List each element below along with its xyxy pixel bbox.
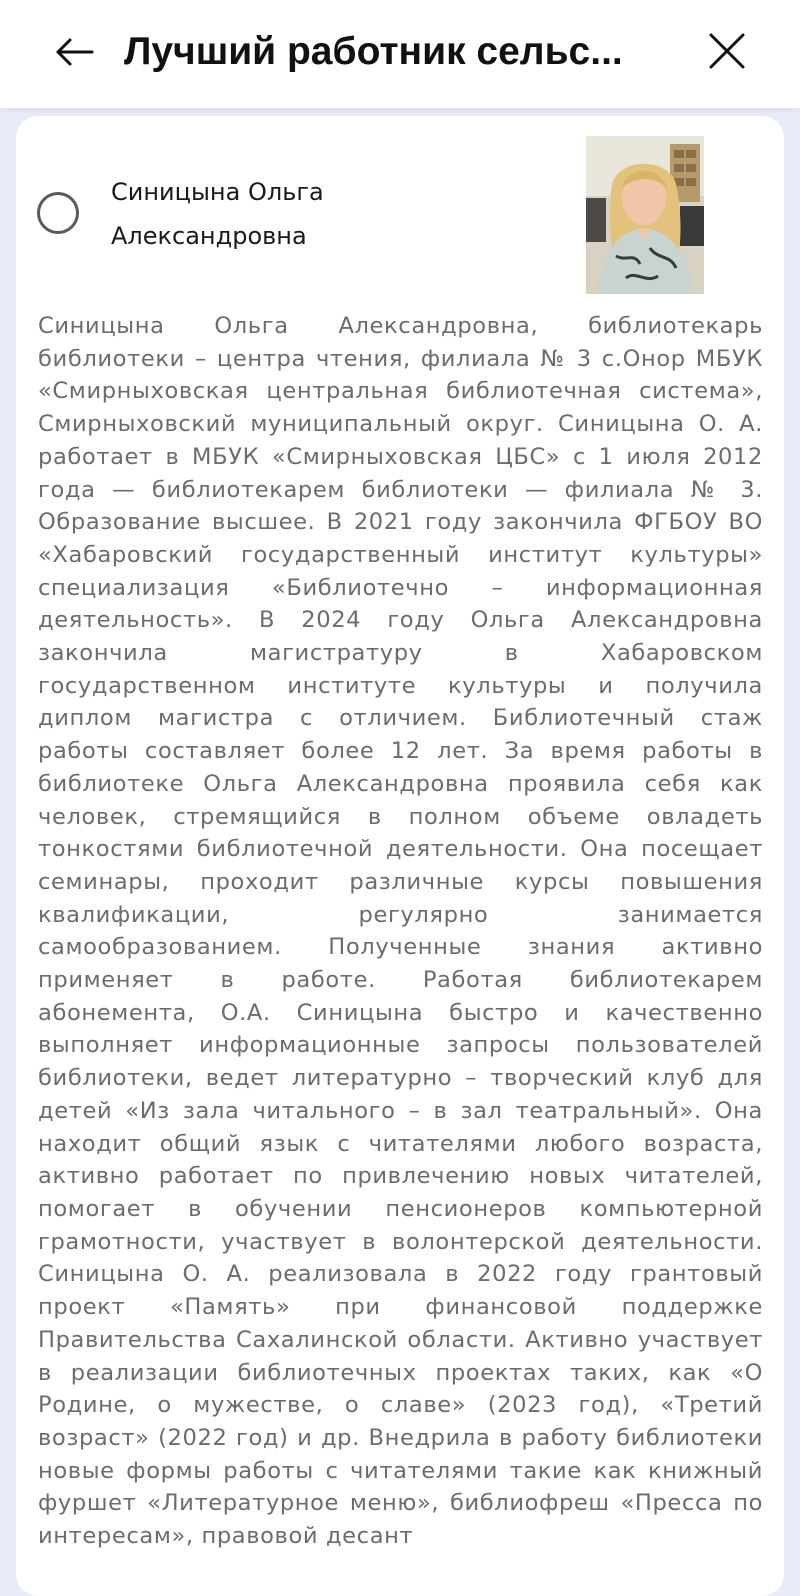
close-icon [707,31,747,71]
back-button[interactable] [50,30,98,74]
candidate-name: Синицына Ольга Александровна [111,178,324,250]
candidate-bio: Синицына Ольга Александровна, библиотекарь библиотеки – центра чтения, филиала № 3 с.Онор МБУК «Смирныховская центральная библиотечная система», Смирныховский муниципальный округ. Синицына О. А. работает в МБУК «Смирныховская ЦБС» с 1 июля 2012 года — библиотекарем библиотеки — филиала № 3. Образование высшее. В 2021 году закончила ФГБОУ ВО «Хабаровский государственный институт культуры» специализация «Библиотечно – информационная деятельность». В 2024 году Ольга Александровна закончила магистратуру в Хабаровском государственном институте культуры и получила диплом магистра с отличием. Библиотечный стаж работы составляет более 12 лет. За время работы в библиотеке Ольга Александровна проявила себя как человек, стремящийся в полном объеме овладеть тонкостями библиотечной деятельности. Она посещает семинары, проходит различные курсы повышения квалификации, регулярно занимается самообразованием. Полученные знания активно применяет в работе. Работая библиотекарем абонемента, О.А. Синицына быстро и качественно выполняет информационные запросы пользователей библиотеки, ведет литературно – творческий клуб для детей «Из зала читального – в зал театральный». Она находит общий язык с читателями любого возраста, активно работает по привлечению новых читателей, помогает в обучении пенсионеров компьютерной грамотности, участвует в волонтерской деятельности. Синицына О. А. реализовала в 2022 году грантовый проект «Память» при финансовой поддержке Правительства Сахалинской области. Активно участвует в реализации библиотечных проектах таких, как «О Родине, о мужестве, о славе» (2023 год), «Третий возраст» (2022 год) и др. Внедрила в работу библиотеки новые формы работы с читателями такие как книжный фуршет «Литературное меню», библиофреш «Пресса по интересам», правовой десант [38,313,763,1550]
close-button[interactable] [700,26,754,76]
arrow-left-icon [54,37,94,67]
app-header [0,0,800,108]
candidate-card [16,116,784,1596]
vote-radio[interactable] [37,192,79,234]
page-title: Лучший работник сельс... [124,30,623,73]
candidate-photo[interactable] [586,136,704,294]
portrait-photo [586,136,704,294]
